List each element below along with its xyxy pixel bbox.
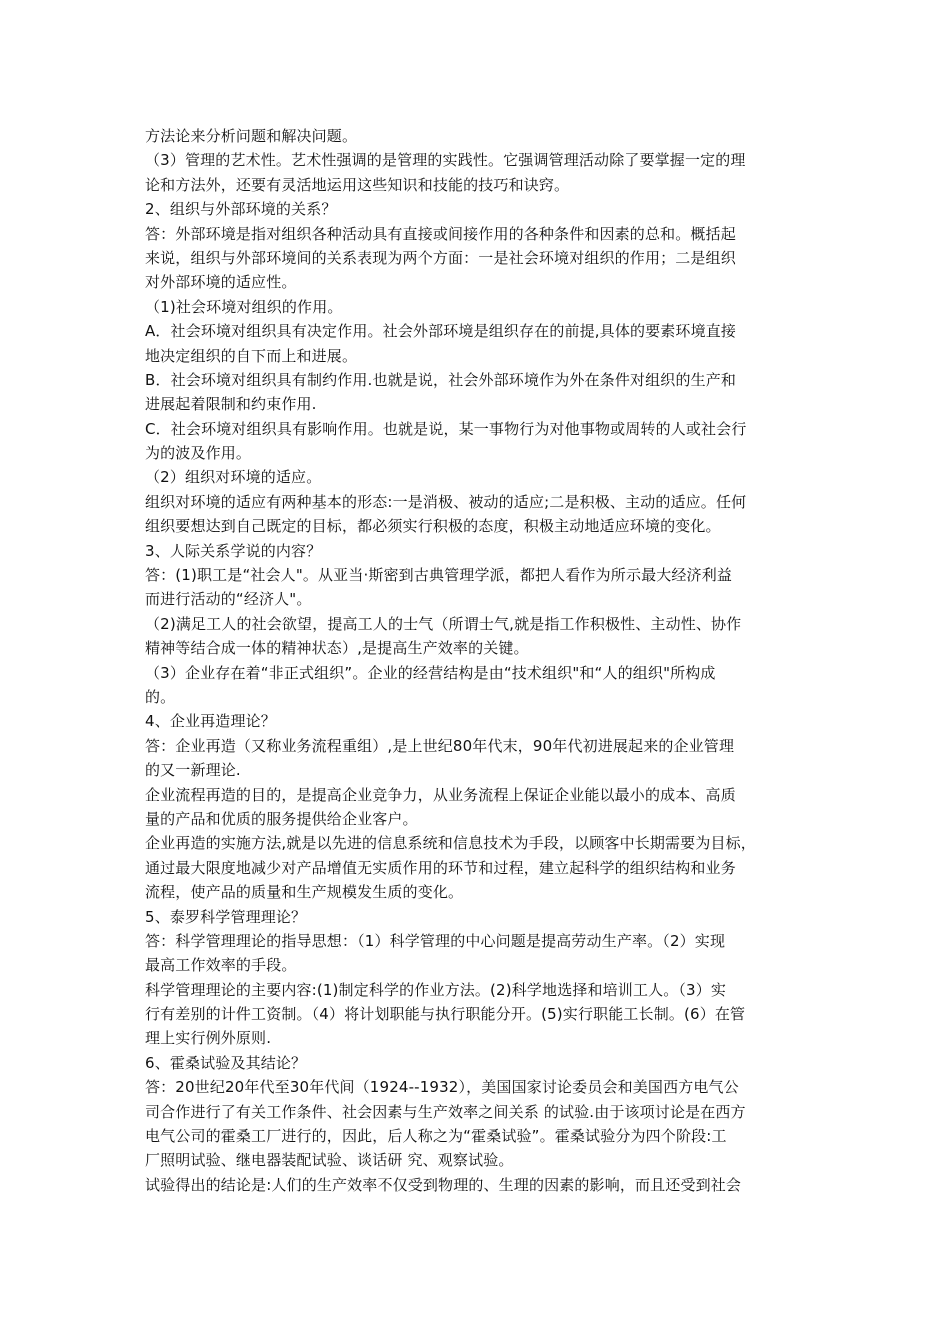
text-line: B．社会环境对组织具有制约作用.也就是说，社会外部环境作为外在条件对组织的生产和	[145, 370, 737, 389]
text-line: 厂照明试验、继电器装配试验、谈话研 究、观察试验。	[145, 1151, 514, 1170]
text-line: 5、泰罗科学管理理论？	[145, 907, 307, 926]
text-line: 试验得出的结论是:人们的生产效率不仅受到物理的、生理的因素的影响，而且还受到社会	[145, 1175, 742, 1194]
text-line: （2)满足工人的社会欲望，提高工人的士气（所谓士气,就是指工作积极性、主动性、协作	[145, 614, 742, 633]
text-line: 企业流程再造的目的，是提高企业竞争力，从业务流程上保证企业能以最小的成本、高质	[145, 785, 736, 804]
text-line: 行有差别的计件工资制。（4）将计划职能与执行职能分开。(5)实行职能工长制。(6）在管	[145, 1005, 746, 1024]
text-line: 的又一新理论.	[145, 761, 241, 780]
text-line: 司合作进行了有关工作条件、社会因素与生产效率之间关系 的试验.由于该项讨论是在西方	[145, 1102, 746, 1121]
text-line: 3、人际关系学说的内容？	[145, 541, 322, 560]
text-line: C．社会环境对组织具有影响作用。也就是说，某一事物行为对他事物或周转的人或社会行	[145, 419, 747, 438]
text-line: 为的波及作用。	[145, 444, 252, 463]
text-line: （3）企业存在着“非正式组织”。企业的经营结构是由“技术组织"和“人的组织"所构成	[145, 663, 716, 682]
text-line: 论和方法外，还要有灵活地运用这些知识和技能的技巧和诀窍。	[145, 175, 570, 194]
text-line: 答：外部环境是指对组织各种活动具有直接或间接作用的各种条件和因素的总和。概括起	[145, 224, 736, 243]
text-line: 答：科学管理理论的指导思想：（1）科学管理的中心问题是提高劳动生产率。（2）实现	[145, 931, 726, 950]
text-line: 而进行活动的“经济人"。	[145, 590, 312, 609]
text-line: 2、组织与外部环境的关系？	[145, 200, 337, 219]
text-line: 精神等结合成一体的精神状态）,是提高生产效率的关键。	[145, 639, 529, 658]
text-line: （2）组织对环境的适应。	[145, 468, 322, 487]
text-line: 理上实行例外原则.	[145, 1029, 272, 1048]
text-line: 科学管理理论的主要内容:(1)制定科学的作业方法。(2)科学地选择和培训工人。（3）实	[145, 980, 727, 999]
text-line: 流程，使产品的质量和生产规模发生质的变化。	[145, 883, 464, 902]
text-line: 通过最大限度地减少对产品增值无实质作用的环节和过程，建立起科学的组织结构和业务	[145, 858, 736, 877]
text-line: 对外部环境的适应性。	[145, 273, 297, 292]
text-line: 答：企业再造（又称业务流程重组）,是上世纪80年代末，90年代初进展起来的企业管理	[145, 736, 735, 755]
text-line: A．社会环境对组织具有决定作用。社会外部环境是组织存在的前提,具体的要素环境直接	[145, 322, 737, 341]
text-line: 电气公司的霍桑工厂进行的，因此，后人称之为“霍桑试验”。霍桑试验分为四个阶段:工	[145, 1127, 727, 1146]
text-line: 组织对环境的适应有两种基本的形态:一是消极、被动的适应;二是积极、主动的适应。任何	[145, 492, 747, 511]
text-line: （3）管理的艺术性。艺术性强调的是管理的实践性。它强调管理活动除了要掌握一定的理	[145, 151, 746, 170]
text-line: 最高工作效率的手段。	[145, 956, 297, 975]
text-line: 企业再造的实施方法,就是以先进的信息系统和信息技术为手段，以顾客中长期需要为目标，	[145, 834, 756, 853]
text-line: 方法论来分析问题和解决问题。	[145, 127, 358, 145]
text-line: 答：(1)职工是“社会人"。从亚当·斯密到古典管理学派，都把人看作为所示最大经济利益	[145, 566, 732, 585]
text-line: 6、霍桑试验及其结论？	[145, 1053, 307, 1072]
text-line: 4、企业再造理论？	[145, 712, 276, 731]
text-line: （1)社会环境对组织的作用。	[145, 297, 343, 316]
text-line: 量的产品和优质的服务提供给企业客户。	[145, 809, 418, 828]
text-line: 来说，组织与外部环境间的关系表现为两个方面：一是社会环境对组织的作用；二是组织	[145, 248, 736, 267]
text-line: 答：20世纪20年代至30年代间（1924--1932），美国国家讨论委员会和美国西方电气公	[145, 1078, 739, 1097]
text-line: 组织要想达到自己既定的目标，都必须实行积极的态度，积极主动地适应环境的变化。	[145, 517, 721, 536]
text-line: 的。	[145, 687, 176, 706]
text-line: 地决定组织的自下而上和进展。	[145, 346, 358, 365]
document-body	[145, 124, 810, 1197]
text-line: 进展起着限制和约束作用.	[145, 395, 317, 414]
